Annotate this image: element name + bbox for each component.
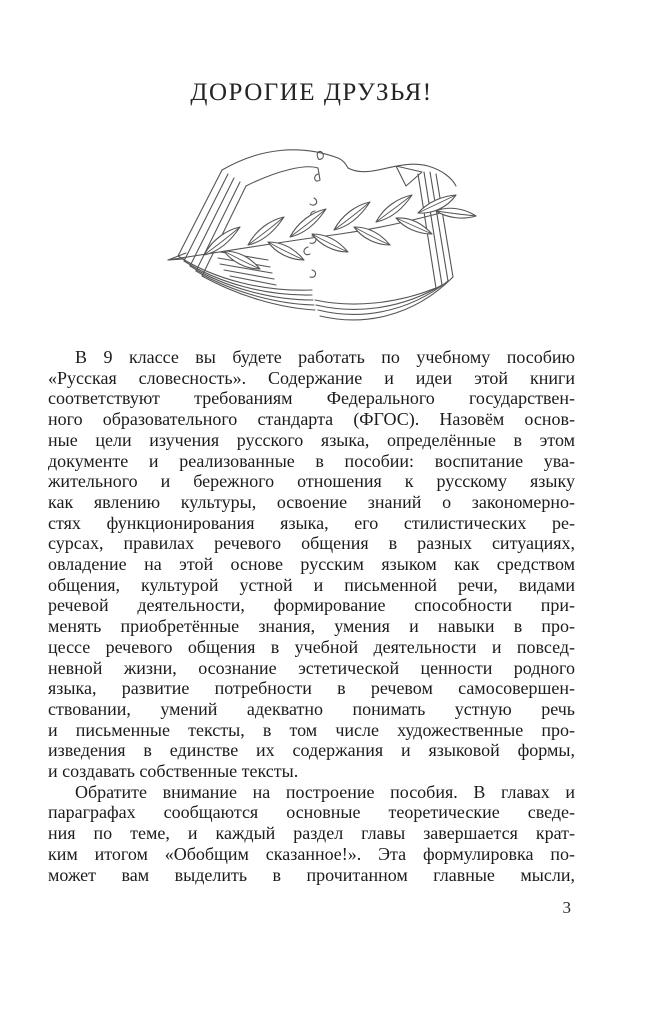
text-line: В 9 классе вы будете работать по учебному пособию	[75, 347, 575, 367]
text-line: ния по теме, и каждый раздел главы завершается крат-	[48, 823, 575, 844]
text-line: ким итогом «Обобщим сказанное!». Эта формулировка по-	[48, 843, 575, 864]
text-line: овладение на этой основе русским языком как средством	[48, 554, 575, 575]
text-line: и создавать собственные тексты.	[48, 761, 299, 782]
text-line: стях функционирования языка, его стилистических ре-	[48, 512, 575, 533]
text-line: ные цели изучения русского языка, определённые в этом	[48, 429, 575, 450]
text-line: соответствуют требованиям Федерального государствен-	[48, 388, 575, 409]
paragraph-1	[48, 347, 575, 782]
text-line: как явлению культуры, освоение знаний о закономерно-	[48, 491, 575, 512]
text-line: сурсах, правилах речевого общения в разных ситуациях,	[48, 533, 575, 554]
body-text	[48, 347, 575, 885]
text-line: документе и реализованные в пособии: воспитание ува-	[48, 450, 575, 471]
text-line: речевой деятельности, формирование способности при-	[48, 595, 575, 616]
text-line: ствовании, умений адекватно понимать устную речь	[48, 698, 575, 719]
text-line: изведения в единстве их содержания и языковой формы,	[48, 740, 575, 761]
text-line: «Русская словесность». Содержание и идеи этой книги	[48, 367, 575, 388]
text-line: ного образовательного стандарта (ФГОС). Назовём основ-	[48, 409, 575, 430]
page-title: ДОРОГИЕ ДРУЗЬЯ!	[190, 79, 433, 106]
page-number: 3	[562, 898, 571, 917]
text-line: может вам выделить в прочитанном главные мысли,	[48, 864, 575, 885]
text-line: языка, развитие потребности в речевом самосовершен-	[48, 678, 575, 699]
text-line: жительного и бережного отношения к русскому языку	[48, 471, 575, 492]
text-line: и письменные тексты, в том числе художественные про-	[48, 719, 575, 740]
paragraph-2	[48, 782, 575, 886]
text-line: параграфах сообщаются основные теоретические сведе-	[48, 802, 575, 823]
text-line: Обратите внимание на построение пособия. В главах и	[75, 781, 575, 802]
open-book-icon	[160, 140, 490, 336]
text-line: цессе речевого общения в учебной деятельности и повсед-	[48, 636, 575, 657]
text-line: невной жизни, осознание эстетической ценности родного	[48, 657, 575, 678]
book-branch-illustration	[160, 140, 490, 336]
text-line: общения, культурой устной и письменной речи, видами	[48, 574, 575, 595]
text-line: менять приобретённые знания, умения и навыки в про-	[48, 616, 575, 637]
